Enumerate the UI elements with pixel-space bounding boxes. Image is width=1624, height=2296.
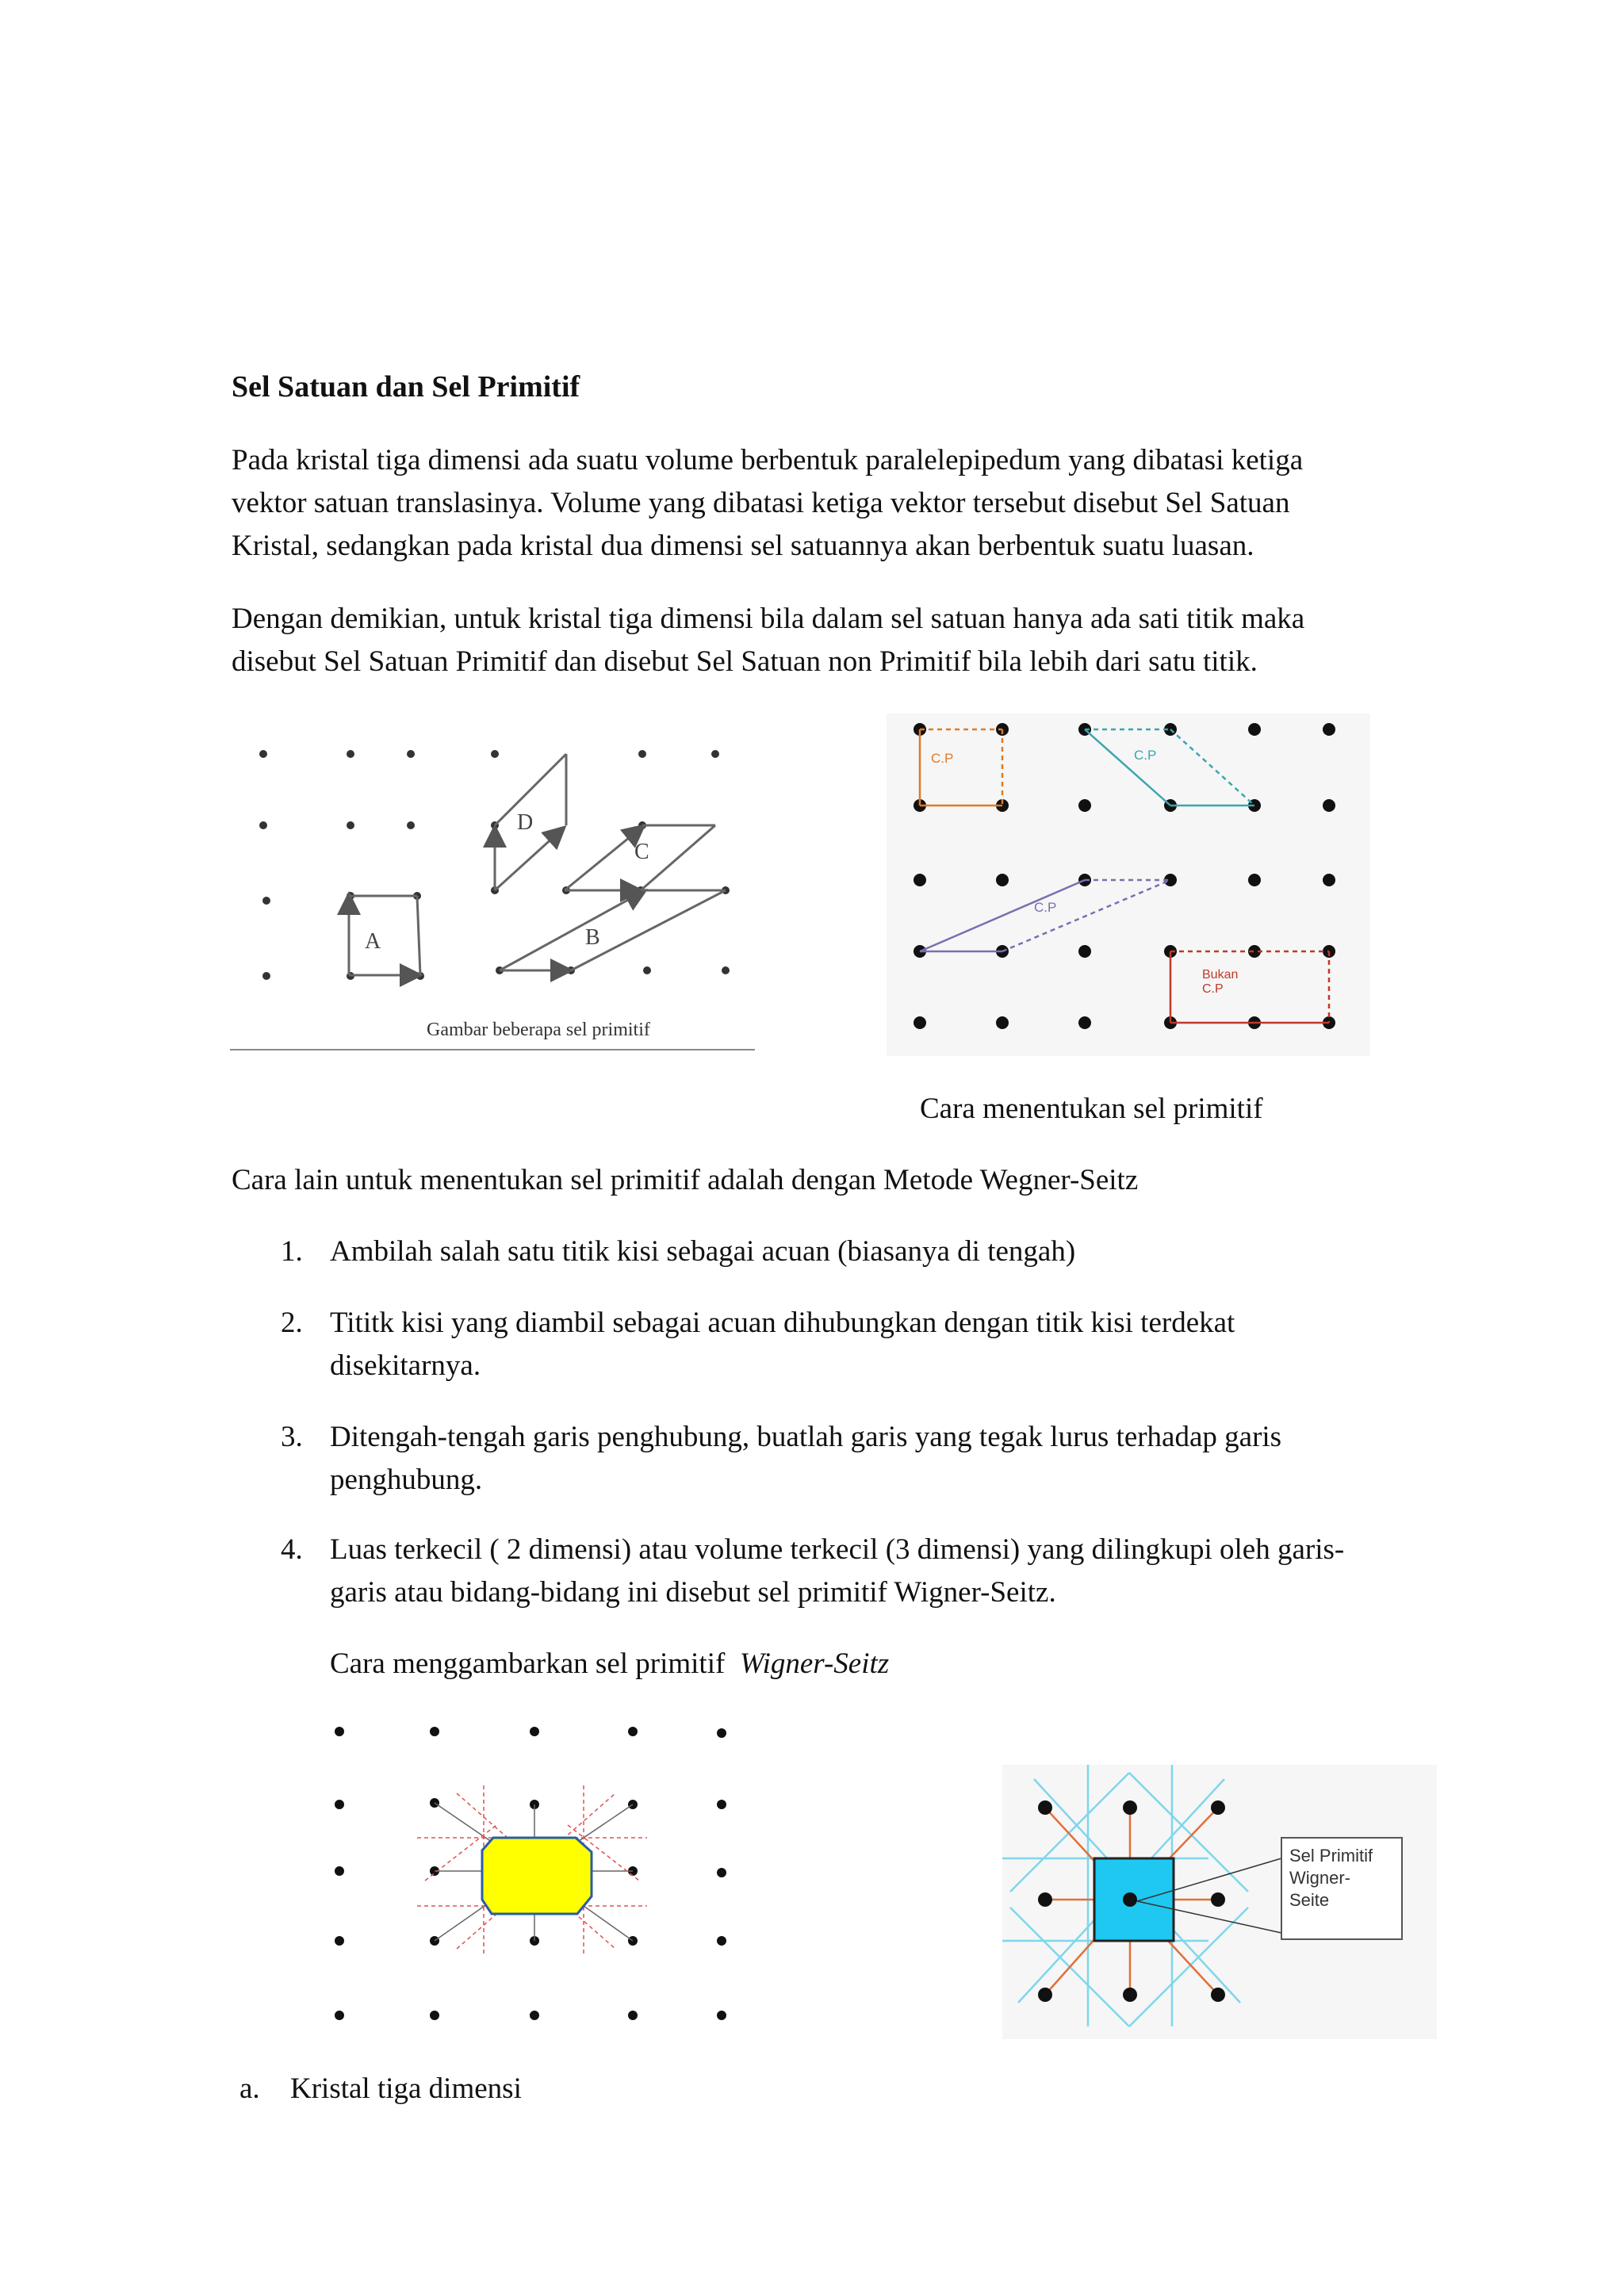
- paragraph-line: Pada kristal tiga dimensi ada suatu volume berbentuk paralelepipedum yang dibatasi ketiga: [232, 444, 1304, 476]
- list-number: 1.: [281, 1235, 303, 1268]
- paragraph-wigner-intro: Cara lain untuk menentukan sel primitif adalah dengan Metode Wegner-Seitz: [232, 1164, 1139, 1196]
- paragraph-line: Dengan demikian, untuk kristal tiga dimensi bila dalam sel satuan hanya ada sati titik maka: [232, 603, 1305, 635]
- list-item: [330, 1529, 1488, 1614]
- page-title: Sel Satuan dan Sel Primitif: [232, 370, 580, 404]
- figure-wigner-seitz-blue: [1002, 1765, 1437, 2039]
- bukan-label: Bukan: [1202, 968, 1239, 982]
- cell-label-d: D: [517, 810, 534, 835]
- cell-b: [500, 890, 726, 970]
- caption-cara-menentukan: Cara menentukan sel primitif: [920, 1093, 1263, 1125]
- bukan-label: C.P: [1202, 982, 1224, 996]
- list-item-line: Tititk kisi yang diambil sebagai acuan dihubungkan dengan titik kisi terdekat: [330, 1307, 1235, 1339]
- paragraph-line: vektor satuan translasinya. Volume yang dibatasi ketiga vektor tersebut disebut Sel Satuan: [232, 487, 1290, 519]
- figure-caption: Gambar beberapa sel primitif: [427, 1020, 650, 1040]
- label-text: Sel Primitif: [1289, 1846, 1373, 1866]
- label-text: Wigner-: [1289, 1868, 1351, 1888]
- list-item-line: penghubung.: [330, 1464, 483, 1496]
- paragraph-line: Kristal, sedangkan pada kristal dua dimensi sel satuannya akan berbentuk suatu luasan.: [232, 530, 1254, 562]
- wigner-seitz-cell: [482, 1838, 592, 1914]
- caption-text: Cara menggambarkan sel primitif: [330, 1647, 726, 1680]
- cell-a: [349, 896, 420, 975]
- list-item-line: Ambilah salah satu titik kisi sebagai acuan (biasanya di tengah): [330, 1235, 1076, 1268]
- figure-primitive-cells: [230, 720, 755, 1053]
- caption-italic: Wigner-Seitz: [739, 1647, 890, 1680]
- cell-label-c: C: [634, 840, 649, 864]
- list-item-line: Luas terkecil ( 2 dimensi) atau volume terkecil (3 dimensi) yang dilingkupi oleh garis-: [330, 1533, 1345, 1566]
- list-number: 4.: [281, 1533, 303, 1566]
- label-text: Seite: [1289, 1890, 1330, 1910]
- list-item-line: garis atau bidang-bidang ini disebut sel primitif Wigner-Seitz.: [330, 1576, 1056, 1609]
- cell-label-a: A: [365, 929, 381, 954]
- paragraph-intro: [232, 439, 1469, 568]
- list-item-line: Ditengah-tengah garis penghubung, buatlah garis yang tegak lurus terhadap garis: [330, 1421, 1282, 1453]
- section-heading: Kristal tiga dimensi: [290, 2072, 522, 2105]
- cp-label: C.P: [1134, 748, 1157, 763]
- figure-determine-primitive: [887, 714, 1370, 1056]
- list-item: [330, 1302, 1488, 1387]
- list-number: 2.: [281, 1307, 303, 1339]
- list-item: [330, 1416, 1488, 1502]
- section-marker: a.: [239, 2072, 260, 2105]
- cp-label: C.P: [1034, 900, 1057, 915]
- figure-wigner-seitz-yellow: [314, 1706, 752, 2039]
- paragraph-definition: [232, 598, 1469, 683]
- list-number: 3.: [281, 1421, 303, 1453]
- list-item-line: disekitarnya.: [330, 1349, 481, 1382]
- cell-label-b: B: [585, 925, 600, 950]
- list-item: [330, 1230, 1488, 1273]
- caption-cara-menggambarkan: [330, 1643, 889, 1686]
- paragraph-line: disebut Sel Satuan Primitif dan disebut Sel Satuan non Primitif bila lebih dari satu titik.: [232, 645, 1258, 678]
- cp-label: C.P: [931, 751, 954, 766]
